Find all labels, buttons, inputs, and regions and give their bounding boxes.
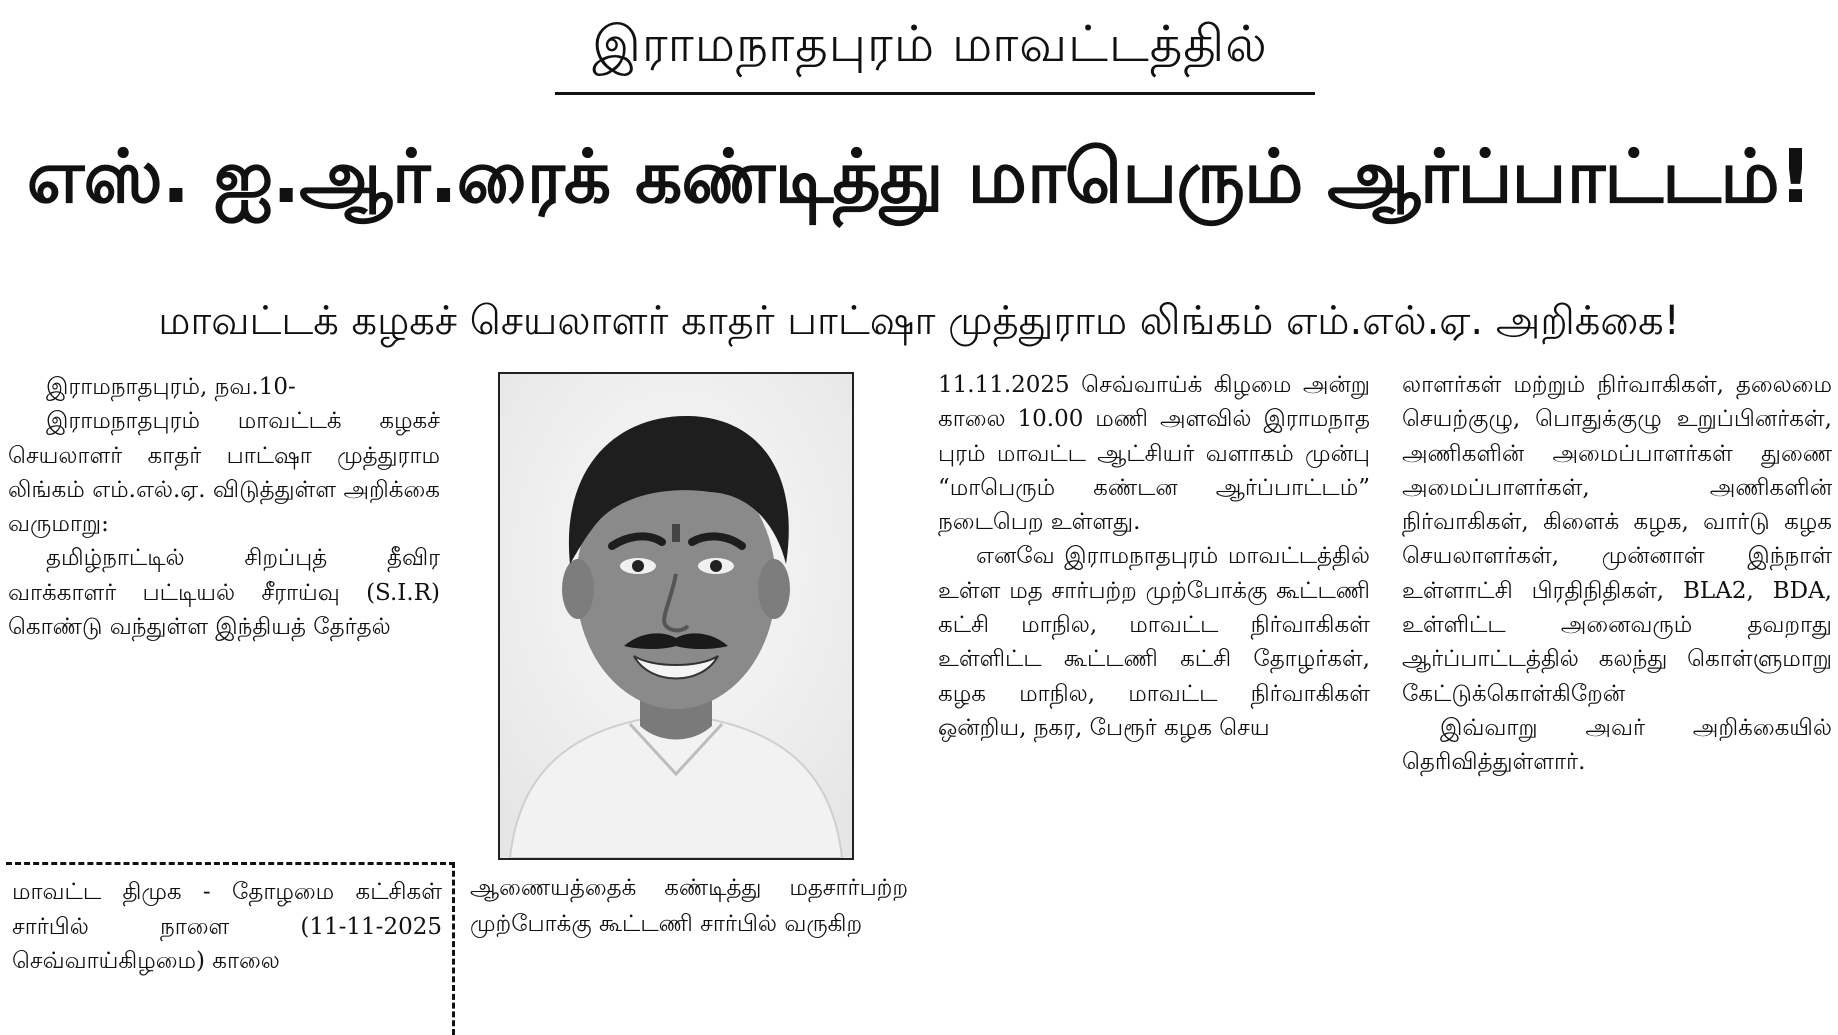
person-portrait-icon [500, 374, 852, 858]
box-text: மாவட்ட திமுக - தோழமை கட்சிகள் சார்பில் நாளை (11-11-2025 செவ்வாய்கிழமை) காலை [12, 879, 442, 974]
article-column-4 [1402, 368, 1832, 780]
caption-text: ஆணையத்தைக் கண்டித்து மதசார்பற்ற முற்போக்கு கூட்டணி சார்பில் வருகிற [470, 875, 908, 937]
article-column-1 [8, 370, 440, 644]
paragraph: எனவே இராமநாதபுரம் மாவட்டத்தில் உள்ள மத சார்பற்ற முற்போக்கு கூட்டணி கட்சி மாநில, மாவட்ட நிர்வாகிகள் உள்ளிட்ட கூட்டணி கட்சி தோழர்கள், கழக மாநில, மாவட்ட நிர்வாகிகள் ஒன்றிய, நகர, பேரூர் கழக செய [938, 543, 1370, 741]
dateline: இராமநாதபுரம், நவ.10- [46, 374, 296, 400]
article-column-3 [938, 368, 1370, 745]
paragraph: இராமநாதபுரம் மாவட்டக் கழகச் செயலாளர் காதர் பாட்ஷா முத்துராம லிங்கம் எம்.எல்.ஏ. விடுத்துள்ள அறிக்கை வருமாறு: [8, 408, 440, 538]
subheadline: மாவட்டக் கழகச் செயலாளர் காதர் பாட்ஷா முத்துராம லிங்கம் எம்.எல்.ஏ. அறிக்கை! [158, 297, 1680, 344]
kicker-title: இராமநாதபுரம் மாவட்டத்தில் [592, 14, 1268, 73]
portrait-photo [498, 372, 854, 860]
highlight-box [6, 862, 455, 1035]
kicker-underline [555, 92, 1315, 95]
headline: எஸ். ஐ.ஆர்.ரைக் கண்டித்து மாபெரும் ஆர்ப்பாட்டம்! [26, 134, 1812, 220]
paragraph: தமிழ்நாட்டில் சிறப்புத் தீவிர வாக்காளர் பட்டியல் சீராய்வு (S.I.R) கொண்டு வந்துள்ள இந்தியத் தேர்தல் [8, 545, 440, 641]
closing-paragraph: இவ்வாறு அவர் அறிக்கையில் தெரிவித்துள்ளார். [1402, 714, 1832, 776]
photo-caption [470, 870, 908, 942]
paragraph: 11.11.2025 செவ்வாய்க் கிழமை அன்று காலை 10.00 மணி அளவில் இராமநாத புரம் மாவட்ட ஆட்சியர் வளாகம் முன்பு “மாபெரும் கண்டன ஆர்ப்பாட்டம்” நடைபெற உள்ளது. [938, 372, 1370, 536]
paragraph: லாளர்கள் மற்றும் நிர்வாகிகள், தலைமை செயற்குழு, பொதுக்குழு உறுப்பினர்கள், அணிகளின் அமைப்பாளர்கள் துணை அமைப்பாளர்கள், அணிகளின் நிர்வாகிகள், கிளைக் கழக, வார்டு கழக செயலாளர்கள், முன்னாள் இந்நாள் உள்ளாட்சி பிரதிநிதிகள், BLA2, BDA, உள்ளிட்ட அனைவரும் தவறாது ஆர்ப்பாட்டத்தில் கலந்து கொள்ளுமாறு கேட்டுக்கொள்கிறேன் [1402, 372, 1832, 707]
